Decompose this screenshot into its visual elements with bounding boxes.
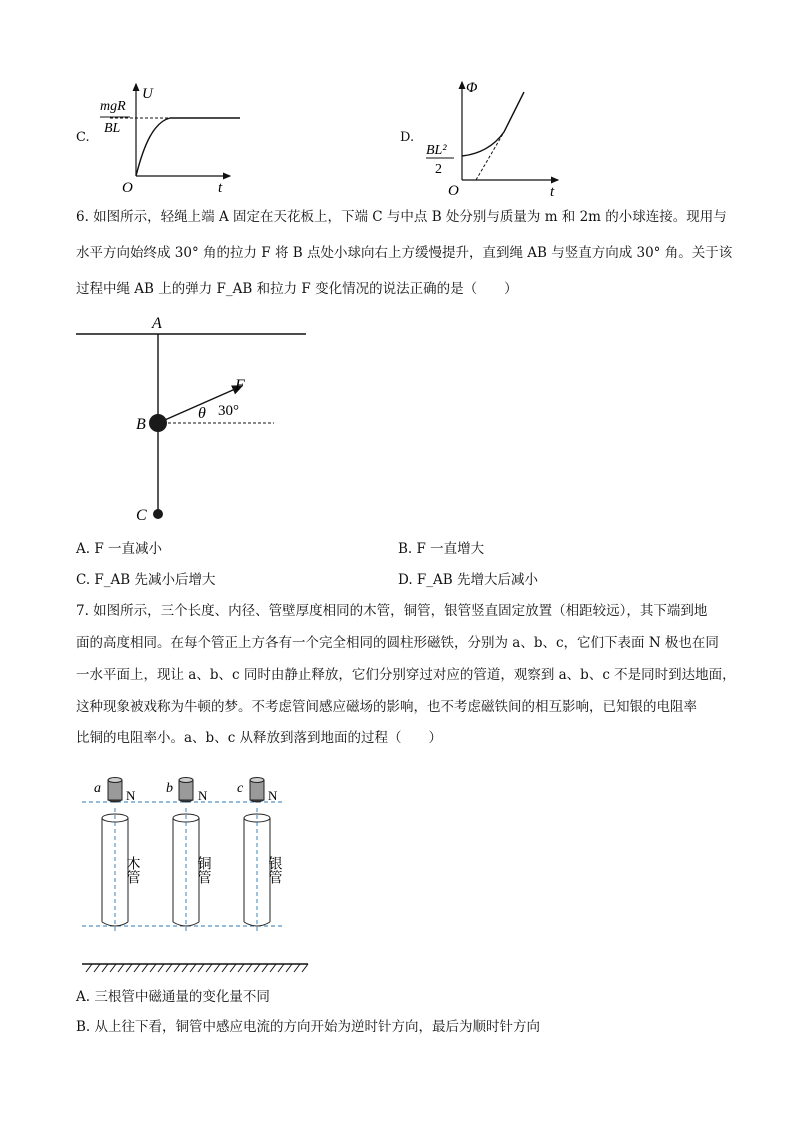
point-b-label: B [136,416,146,433]
point-c-label: C [136,507,147,524]
q7-option-b: B. 从上往下看，铜管中感应电流的方向开始为逆时针方向，最后为顺时针方向 [76,1019,541,1035]
magnet-b [179,778,193,803]
tangent-dash [476,132,504,180]
q6-line-3: 过程中绳 AB 上的弹力 F_AB 和拉力 F 变化情况的说法正确的是（ ） [76,281,518,297]
level-numerator: mgR [100,99,126,114]
q6-option-c: C. F_AB 先减小后增大 [76,572,216,588]
x-axis-label: t [218,180,223,196]
option-c-graph [92,78,252,196]
magnet-c-label: c [237,781,244,796]
copper-tube-label: 铜管 [195,856,211,884]
flux-curve [462,92,524,156]
theta-label: θ [198,405,206,422]
option-c-label: C. [76,130,90,145]
force-f-label: F [235,377,245,394]
x-axis-label: t [550,184,555,198]
voltage-curve [136,118,240,176]
ball-c [153,509,163,519]
magnet-a [108,778,122,803]
ground [82,964,308,972]
q7-line-5: 比铜的电阻率小。a、b、c 从释放到落到地面的过程（ ） [76,730,443,746]
level-denominator: BL [104,121,121,136]
q6-option-d: D. F_AB 先增大后减小 [398,572,539,588]
silver-tube-label: 银管 [266,856,282,884]
q7-line-2: 面的高度相同。在每个管正上方各有一个完全相同的圆柱形磁铁，分别为 a、b、c，它们下表面 N 极也在同 [76,635,719,651]
option-d-graph [420,74,570,198]
origin-label: O [122,180,133,196]
option-d-label: D. [400,130,415,145]
ball-b [149,414,167,432]
q6-figure [70,308,310,528]
origin-label: O [448,183,459,198]
magnet-a-pole: N [126,788,136,803]
q6-line-2: 水平方向始终成 30° 角的拉力 F 将 B 点处小球向右上方缓慢提升，直到绳 AB 与竖直方向成 30° 角。关于该 [76,245,733,261]
intercept-numerator: BL² [426,143,447,158]
q6-option-a: A. F 一直减小 [76,541,162,557]
q7-option-a: A. 三根管中磁通量的变化量不同 [76,989,270,1005]
magnet-b-label: b [166,781,173,796]
q7-figure [76,768,316,974]
angle-label: 30° [218,403,239,419]
q6-line-1: 6. 如图所示，轻绳上端 A 固定在天花板上，下端 C 与中点 B 处分别与质量为 m 和 2m 的小球连接。现用与 [76,209,727,225]
q7-line-1: 7. 如图所示，三个长度、内径、管壁厚度相同的木管，铜管，银管竖直固定放置（相距较远），其下端到地 [76,603,708,619]
q6-option-b: B. F 一直增大 [398,541,485,557]
point-a-label: A [152,315,162,332]
y-axis-label: U [142,86,153,102]
q7-line-4: 这种现象被戏称为牛顿的梦。不考虑管间感应磁场的影响，也不考虑磁铁间的相互影响，已知银的电阻率 [76,699,697,715]
magnet-a-label: a [94,781,101,796]
y-axis-label: Φ [466,80,478,96]
intercept-denominator: 2 [435,162,442,177]
q7-line-3: 一水平面上，现让 a、b、c 同时由静止释放，它们分别穿过对应的管道，观察到 a、b、c 不是同时到达地面， [76,667,736,683]
magnet-c-pole: N [268,788,278,803]
wood-tube-label: 木管 [124,856,140,884]
magnet-b-pole: N [198,788,208,803]
magnet-c [250,778,264,803]
